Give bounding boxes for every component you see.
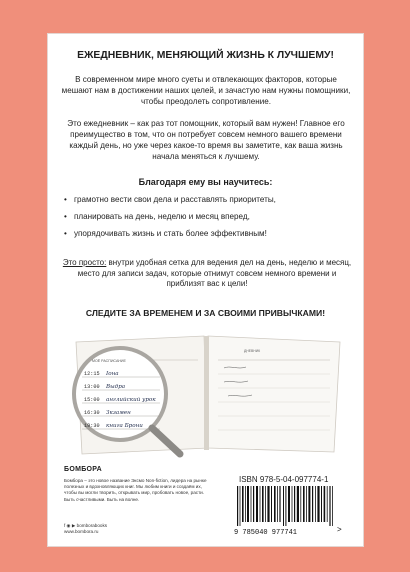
schedule-time: 19:30 <box>84 423 100 429</box>
isbn: ISBN 978-5-04-097774-1 <box>239 475 329 484</box>
schedule-note: Зкзамен <box>106 410 131 416</box>
body-paragraph: Это ежедневник – как раз тот помощник, который вам нужен! Главное его преимущество в том, что он потребует совсем немного вашего времени каждый день, но уже через какое-то время вы заметите, как ваша жизнь начала меняться к лучшему. <box>67 119 345 161</box>
schedule-note: Iона <box>106 371 119 377</box>
slogan: СЛЕДИТЕ ЗА ВРЕМЕНЕМ И ЗА СВОИМИ ПРИВЫЧКАМИ! <box>85 308 326 318</box>
benefit-item: • упорядочивать жизнь и стать более эффективным! <box>64 228 354 245</box>
social-handle: bomborabooks <box>76 523 108 528</box>
benefits-list <box>64 194 354 245</box>
publisher-site: www.bombora.ru <box>64 529 99 534</box>
back-cover-card <box>48 34 363 546</box>
benefits-heading: Благодаря ему вы научитесь: <box>138 177 273 187</box>
social-icons: f ◉ ▶ <box>64 523 77 528</box>
benefit-item: • грамотно вести свои дела и расставлять приоритеты, <box>64 194 354 211</box>
simple-text: внутри удобная сетка для ведения дел на день, неделю и месяц, место для записи задач, которые отнимут совсем немного времени и приблизят вас к цели! <box>77 258 352 288</box>
barcode <box>231 486 351 536</box>
right-page-heading: ДНЕВНИК <box>244 349 261 353</box>
schedule-time: 12:15 <box>84 371 100 377</box>
intro-paragraph: В современном мире много суеты и отвлекающих факторов, которые мешают нам в достижении наших целей, и зачастую нам нужны помощники, чтобы преодолеть сопротивление. <box>61 75 351 106</box>
publisher-logo: БОМБОРА <box>64 466 102 473</box>
publisher-social <box>64 523 107 534</box>
cover-title: ЕЖЕДНЕВНИК, МЕНЯЮЩИЙ ЖИЗНЬ К ЛУЧШЕМУ! <box>77 50 334 61</box>
schedule-time: 16:30 <box>84 410 100 416</box>
publisher-about: Бомбора – это новое название Эксмо Non-fiction, лидера на рынке полезных и вдохновляющих книг. Мы любим книги и создаём их, чтобы вы могли творить, открывать мир, пробовать новое, расти. Быть счастливыми. Быть на волне. <box>64 478 207 502</box>
barcode-number: 9 785040 977741 <box>234 529 298 536</box>
schedule-time: 15:00 <box>84 397 100 403</box>
schedule-note: Выдра <box>106 384 126 390</box>
schedule-note: книга Брони <box>106 423 143 429</box>
benefit-item: • планировать на день, неделю и месяц вперед, <box>64 211 354 228</box>
barcode-chevron: > <box>337 525 342 534</box>
schedule-note: английский урок <box>106 397 156 403</box>
planner-photo <box>48 330 363 460</box>
simple-paragraph <box>62 258 352 290</box>
simple-lead: Это просто: <box>62 258 107 267</box>
schedule-time: 13:00 <box>84 384 100 390</box>
left-page-heading: МОЁ РАСПИСАНИЕ <box>92 359 126 363</box>
